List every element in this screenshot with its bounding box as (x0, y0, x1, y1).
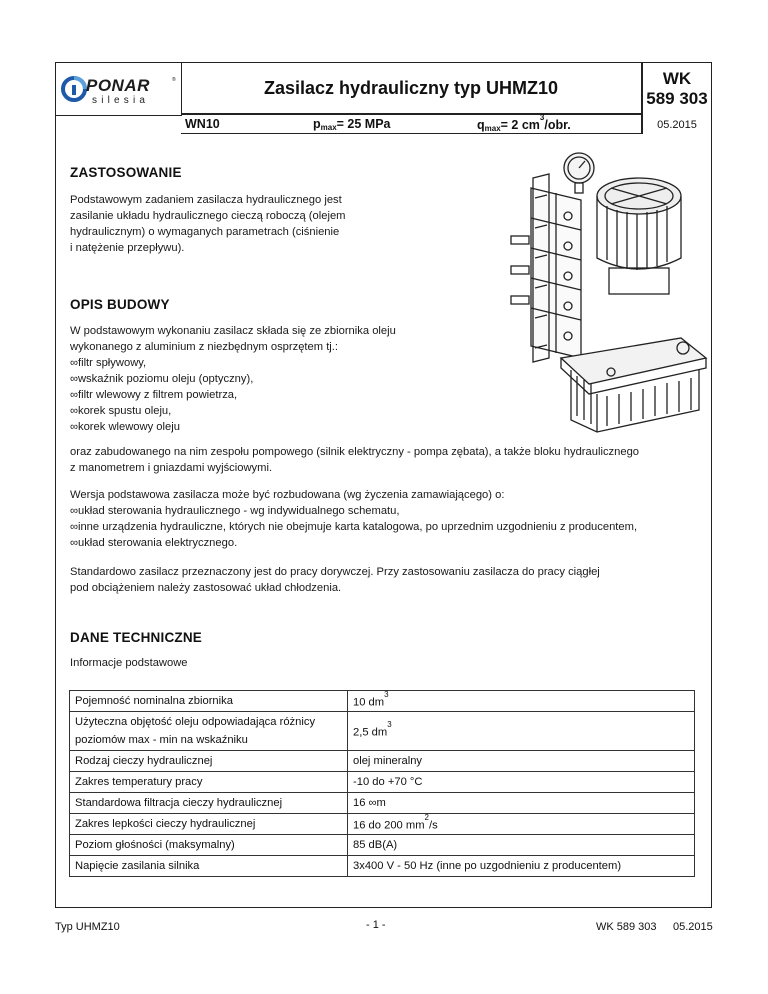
table-cell-label: Zakres temperatury pracy (70, 772, 348, 793)
logo-registered: ® (172, 77, 176, 83)
pmax-subscript: max (320, 123, 337, 132)
section-heading-zastosowanie: ZASTOSOWANIE (70, 165, 182, 180)
table-cell-label: Rodzaj cieczy hydraulicznej (70, 751, 348, 772)
section-heading-dane-techniczne: DANE TECHNICZNE (70, 630, 203, 645)
table-cell-value (348, 712, 695, 751)
header-date: 05.2015 (657, 118, 697, 131)
qmax-symbol: q (477, 118, 485, 133)
text-line: wykonanego z aluminium z niezbędnym osprzętem tj.: (70, 341, 339, 353)
text-line: z manometrem i gniazdami wyjściowymi. (70, 462, 273, 474)
table-row (70, 712, 695, 751)
list-item: ∞inne urządzenia hydrauliczne, których nie obejmuje karta katalogowa, po uprzednim uzgodnieniu z producentem, (70, 521, 638, 533)
table-cell-value: olej mineralny (348, 751, 695, 772)
opis-paragraph-2 (70, 444, 639, 476)
text-line: W podstawowym wykonaniu zasilacz składa się ze zbiornika oleju (70, 325, 396, 337)
list-item: ∞filtr spływowy, (70, 357, 147, 369)
pmax-symbol: p (313, 117, 321, 131)
table-cell-label: Napięcie zasilania silnika (70, 856, 348, 877)
text-line: Standardowo zasilacz przeznaczony jest do pracy dorywczej. Przy zastosowaniu zasilacza do pracy ciągłej (70, 566, 600, 578)
wn-label: WN10 (185, 117, 220, 131)
technical-data-table (69, 690, 695, 877)
catalog-number-line2: 589 303 (646, 89, 708, 108)
table-row (70, 856, 695, 877)
footer-page-number: - 1 - (366, 919, 386, 931)
parameter-row (181, 115, 643, 134)
value-text: 10 dm (353, 696, 385, 709)
text-line: hydraulicznym) o wymaganych parametrach (ciśnienie (70, 226, 340, 238)
ponar-logo-icon (61, 76, 87, 102)
value-superscript: 3 (387, 719, 392, 729)
value-unit: /s (428, 819, 438, 832)
list-item: ∞układ sterowania hydraulicznego - wg indywidualnego schematu, (70, 505, 400, 517)
table-cell-value: 85 dB(A) (348, 835, 695, 856)
qmax-label (477, 113, 571, 134)
opis-intro (70, 323, 396, 435)
label-line: Użyteczna objętość oleju odpowiadająca różnicy (75, 716, 316, 728)
table-row (70, 691, 695, 712)
logo-wordmark: PONAR (86, 76, 150, 95)
qmax-superscript: 3 (539, 113, 545, 122)
dane-subheading: Informacje podstawowe (70, 657, 188, 669)
section-heading-opis-budowy: OPIS BUDOWY (70, 297, 170, 312)
opis-paragraph-4 (70, 564, 600, 596)
text-line: zasilanie układu hydraulicznego cieczą roboczą (olejem (70, 210, 346, 222)
footer-date: 05.2015 (673, 921, 713, 933)
value-superscript: 2 (424, 812, 429, 822)
value-text: 16 do 200 mm (353, 819, 425, 832)
pmax-label (313, 117, 391, 131)
label-line: poziomów max - min na wskaźniku (75, 734, 248, 746)
table-cell-label (70, 712, 348, 751)
document-title: Zasilacz hydrauliczny typ UHMZ10 (181, 63, 643, 115)
table-cell-value (348, 814, 695, 835)
catalog-number-line1: WK (662, 69, 692, 88)
logo (56, 63, 182, 116)
table-cell-value: -10 do +70 °C (348, 772, 695, 793)
list-item: ∞układ sterowania elektrycznego. (70, 537, 238, 549)
qmax-value: = 2 cm (500, 118, 540, 133)
text-line: Wersja podstawowa zasilacza może być rozbudowana (wg życzenia zamawiającego) o: (70, 489, 505, 501)
table-row (70, 814, 695, 835)
header-block (56, 63, 711, 135)
pmax-value: = 25 MPa (336, 117, 391, 131)
text-line: oraz zabudowanego na nim zespołu pompowego (silnik elektryczny - pompa zębata), a także bloku hydraulicznego (70, 446, 640, 458)
text-line: Podstawowym zadaniem zasilacza hydraulicznego jest (70, 194, 342, 206)
list-item: ∞korek wlewowy oleju (70, 421, 180, 433)
table-row (70, 835, 695, 856)
list-item: ∞wskaźnik poziomu oleju (optyczny), (70, 373, 254, 385)
footer-catalog-code: WK 589 303 (596, 921, 657, 933)
table-cell-value: 3x400 V - 50 Hz (inne po uzgodnieniu z producentem) (348, 856, 695, 877)
text-line: i natężenie przepływu). (70, 242, 185, 254)
table-row (70, 772, 695, 793)
table-cell-label: Standardowa filtracja cieczy hydraulicznej (70, 793, 348, 814)
text-line: pod obciążeniem należy zastosować układ chłodzenia. (70, 582, 342, 594)
table-cell-label: Zakres lepkości cieczy hydraulicznej (70, 814, 348, 835)
opis-paragraph-3 (70, 487, 637, 551)
table-row (70, 793, 695, 814)
logo-subtext: silesia (92, 95, 150, 106)
table-row (70, 751, 695, 772)
list-item: ∞filtr wlewowy z filtrem powietrza, (70, 389, 238, 401)
table-cell-label: Poziom głośności (maksymalny) (70, 835, 348, 856)
table-cell-value (348, 691, 695, 712)
value-text: 2,5 dm (353, 726, 388, 739)
value-superscript: 3 (384, 689, 389, 699)
zastosowanie-text (70, 192, 346, 256)
list-item: ∞korek spustu oleju, (70, 405, 172, 417)
qmax-subscript: max (484, 124, 501, 134)
footer-type: Typ UHMZ10 (55, 921, 120, 933)
catalog-number (643, 63, 711, 115)
table-cell-value: 16 ∞m (348, 793, 695, 814)
power-unit-illustration (471, 148, 711, 433)
table-cell-label: Pojemność nominalna zbiornika (70, 691, 348, 712)
document-frame (55, 62, 712, 908)
qmax-unit: /obr. (544, 118, 571, 133)
